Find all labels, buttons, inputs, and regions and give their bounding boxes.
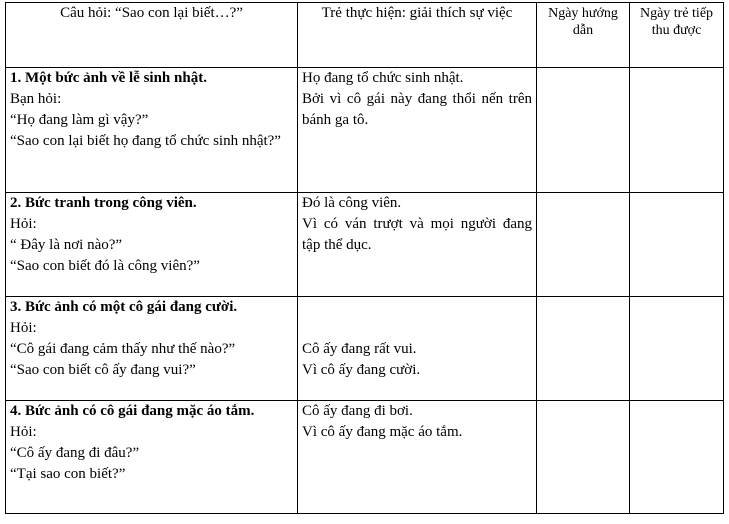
table-row [6,401,724,514]
table-row [6,297,724,401]
header-guide-date: Ngày hướng dẫn [537,3,630,68]
acquired-date-cell[interactable] [630,193,724,297]
row-title: 1. Một bức ảnh về lễ sinh nhật. [10,70,207,86]
row-prompt: Hỏi: [10,216,37,232]
row-title: 4. Bức ảnh có cô gái đang mặc áo tắm. [10,403,255,419]
explanation-table [5,2,724,514]
row-answer-1: Cô ấy đang đi bơi. [302,403,413,419]
row-title: 2. Bức tranh trong công viên. [10,195,197,211]
row-question-2: “Sao con lại biết họ đang tổ chức sinh nhật?” [10,133,281,149]
row-answer-1: Họ đang tổ chức sinh nhật. [302,70,464,86]
question-cell [6,401,298,514]
row-answer-2: Vì cô ấy đang mặc áo tắm. [302,424,463,440]
acquired-date-cell[interactable] [630,68,724,193]
table-header-row [6,3,724,68]
row-question-1: “Cô ấy đang đi đâu?” [10,445,140,461]
row-question-2: “Sao con biết đó là công viên?” [10,258,200,274]
row-answer-1: Cô ấy đang rất vui. [302,341,417,357]
answer-cell [298,193,537,297]
row-question-1: “Cô gái đang cảm thấy như thế nào?” [10,341,236,357]
answer-cell [298,401,537,514]
table-row [6,68,724,193]
row-answer-1: Đó là công viên. [302,195,402,211]
guide-date-cell[interactable] [537,401,630,514]
guide-date-cell[interactable] [537,68,630,193]
guide-date-cell[interactable] [537,297,630,401]
row-prompt: Hỏi: [10,320,37,336]
row-prompt: Bạn hỏi: [10,91,62,107]
question-cell [6,68,298,193]
row-question-1: “Họ đang làm gì vậy?” [10,112,149,128]
question-cell [6,193,298,297]
row-title: 3. Bức ảnh có một cô gái đang cười. [10,299,238,315]
answer-cell [298,297,537,401]
guide-date-cell[interactable] [537,193,630,297]
row-answer-2: Vì có ván trượt và mọi người đang tập thể dục. [302,216,532,253]
row-prompt: Hỏi: [10,424,37,440]
header-question: Câu hỏi: “Sao con lại biết…?” [6,3,298,68]
row-question-2: “Tại sao con biết?” [10,466,126,482]
table-row [6,193,724,297]
question-cell [6,297,298,401]
acquired-date-cell[interactable] [630,297,724,401]
header-child-action: Trẻ thực hiện: giải thích sự việc [298,3,537,68]
row-answer-2: Bởi vì cô gái này đang thổi nến trên bánh ga tô. [302,91,532,128]
row-answer-2: Vì cô ấy đang cười. [302,362,421,378]
answer-cell [298,68,537,193]
row-question-1: “ Đây là nơi nào?” [10,237,123,253]
acquired-date-cell[interactable] [630,401,724,514]
row-question-2: “Sao con biết cô ấy đang vui?” [10,362,196,378]
header-acquired-date: Ngày trẻ tiếp thu được [630,3,724,68]
